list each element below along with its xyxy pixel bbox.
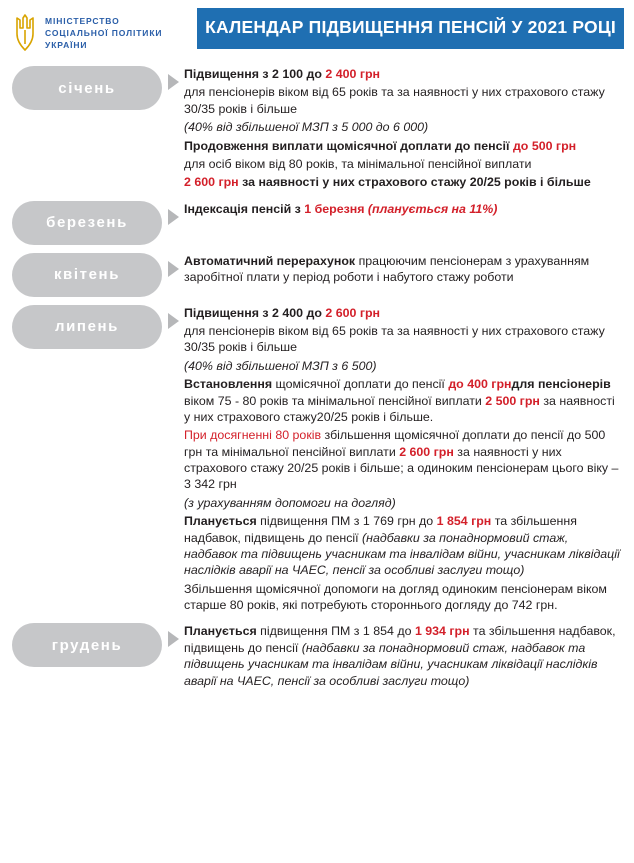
triangle-right-icon <box>168 631 179 647</box>
month-badge-december: грудень <box>12 623 162 667</box>
july-block-5: Збільшення щомісячної допомоги на догляд одиноким пенсіонерам віком старше 80 років, які потребують стороннього догляду до 742 грн. <box>184 581 607 612</box>
july-block-2 <box>184 376 622 425</box>
april-rest: працюючим пенсіонерам з урахуванням заробітної плати у період роботи і набутого стажу роботи <box>184 253 590 284</box>
march-note: (планується на 11%) <box>364 201 498 216</box>
content-april <box>184 251 626 288</box>
january-block-2-line-1 <box>184 138 622 154</box>
july-b3-p1: При досягненні 80 років <box>184 428 322 443</box>
triangle-right-icon <box>168 209 179 225</box>
july-block-1-line-3: (40% від збільшеної МЗП з 6 500) <box>184 358 377 373</box>
arrow-cell-april <box>162 251 184 277</box>
january-b2-amount: до 500 грн <box>512 138 577 153</box>
month-badge-january: січень <box>12 66 162 110</box>
july-b2-p7: за наявності у них страхового стажу20/25 років і більше. <box>184 393 615 424</box>
arrow-cell-december <box>162 621 184 647</box>
july-b3-p2: збільшення щомісячної доплати до пенсії до 500 грн та мінімальної пенсійної виплати <box>184 428 606 459</box>
july-block-4 <box>184 513 622 579</box>
month-cell-january <box>12 64 162 110</box>
july-block-1-line-1 <box>184 305 622 321</box>
triangle-right-icon <box>168 313 179 329</box>
content-march <box>184 199 626 219</box>
july-block-3-note: (з урахуванням допомоги на догляд) <box>184 495 396 510</box>
month-badge-april: квітень <box>12 253 162 297</box>
content-july <box>184 303 626 616</box>
april-lead: Автоматичний перерахунок <box>184 253 359 268</box>
july-b4-p1: Планується <box>184 514 261 529</box>
calendar-row-april <box>12 251 626 297</box>
july-b2-amount-1: до 400 грн <box>448 377 512 392</box>
january-b2-amount-2: 2 600 грн <box>184 175 239 190</box>
january-b1-amount: 2 400 грн <box>325 67 381 81</box>
ukraine-trident-emblem-icon <box>12 14 38 52</box>
month-badge-july: липень <box>12 305 162 349</box>
january-block-1-line-1 <box>184 66 622 82</box>
page-title: КАЛЕНДАР ПІДВИЩЕННЯ ПЕНСІЙ У 2021 РОЦІ <box>197 8 624 49</box>
july-b3-amount: 2 600 грн <box>399 444 454 459</box>
july-b2-p1: Встановлення <box>184 377 276 392</box>
july-b2-p4: для пенсіонерів <box>511 377 611 392</box>
july-b4-p4: та збільшення надбавок, підвищень до пенсії <box>184 514 577 545</box>
march-block-1 <box>184 201 622 217</box>
january-b2-tail: за наявності у них страхового стажу 20/25 років і більше <box>238 175 591 190</box>
triangle-right-icon <box>168 261 179 277</box>
dec-amount: 1 934 грн <box>414 624 470 639</box>
july-b2-amount-2: 2 500 грн <box>485 393 540 408</box>
content-december <box>184 621 626 691</box>
dec-note: (надбавки за понаднормовий стаж, надбавок та підвищень учасникам та інвалідам війни, учасникам ліквідації наслідків аварії на ЧАЕС, пенсії за особливі заслуги тощо) <box>184 640 598 688</box>
page-header <box>0 0 634 58</box>
ministry-line-3: УКРАЇНИ <box>45 40 88 51</box>
january-block-2-line-2: для осіб віком від 80 років, та мінімальної пенсійної виплати <box>184 156 532 171</box>
july-b1-amount: 2 600 грн <box>325 305 381 320</box>
calendar-row-july <box>12 303 626 616</box>
arrow-cell-july <box>162 303 184 329</box>
july-block-1-line-2: для пенсіонерів віком від 65 років та за наявності у них страхового стажу 30/35 років і більше <box>184 324 605 355</box>
month-cell-march <box>12 199 162 245</box>
ministry-name <box>45 15 162 52</box>
july-b2-p2: щомісячної доплати до пенсії <box>275 377 449 392</box>
january-block-1-line-3: (40% від збільшеної МЗП з 5 000 до 6 000) <box>184 120 429 135</box>
july-b2-p5: віком 75 - 80 років та мінімальної пенсійної виплати <box>184 393 486 408</box>
calendar-row-january <box>12 64 626 193</box>
calendar-row-march <box>12 199 626 245</box>
march-lead: Індексація пенсій з <box>184 201 305 216</box>
july-b4-note: (надбавки за понаднормовий стаж, надбавок та підвищень учасникам та інвалідам війни, учасникам ліквідації наслідків аварії на ЧАЕС, пенсії за особливі заслуги тощо) <box>184 530 620 578</box>
ministry-line-2: СОЦІАЛЬНОЇ ПОЛІТИКИ <box>45 27 163 38</box>
arrow-cell-january <box>162 64 184 90</box>
dec-p4: та збільшення надбавок, підвищень до пенсії <box>184 624 616 655</box>
january-block-1-line-2: для пенсіонерів віком від 65 років та за наявності у них страхового стажу 30/35 років і більше <box>184 85 605 116</box>
july-b1-lead: Підвищення з 2 400 до <box>184 305 326 320</box>
january-b2-lead: Продовження виплати щомісячної доплати до пенсії <box>184 138 513 153</box>
january-block-2-line-3 <box>184 174 622 190</box>
dec-p2: підвищення ПМ з 1 854 до <box>260 624 415 639</box>
calendar-row-december <box>12 621 626 691</box>
month-cell-april <box>12 251 162 297</box>
arrow-cell-march <box>162 199 184 225</box>
ministry-logo-block <box>12 8 197 52</box>
july-block-3 <box>184 427 622 493</box>
ministry-line-1: МІНІСТЕРСТВО <box>45 15 120 26</box>
january-b1-lead: Підвищення з 2 100 до <box>184 67 326 81</box>
july-b4-p2: підвищення ПМ з 1 769 грн до <box>260 514 437 529</box>
calendar-rows <box>0 58 634 691</box>
triangle-right-icon <box>168 74 179 90</box>
july-b3-p4: за наявності у них страхового стажу 20/25 років і більше; а одиноким пенсіонерам цього віку – 3 342 грн <box>184 444 619 492</box>
content-january <box>184 64 626 193</box>
march-date: 1 березня <box>304 201 365 216</box>
july-b4-amount: 1 854 грн <box>436 514 492 529</box>
month-badge-march: березень <box>12 201 162 245</box>
month-cell-december <box>12 621 162 667</box>
april-block-1 <box>184 253 622 286</box>
december-block-1 <box>184 623 622 689</box>
dec-p1: Планується <box>184 624 261 639</box>
month-cell-july <box>12 303 162 349</box>
